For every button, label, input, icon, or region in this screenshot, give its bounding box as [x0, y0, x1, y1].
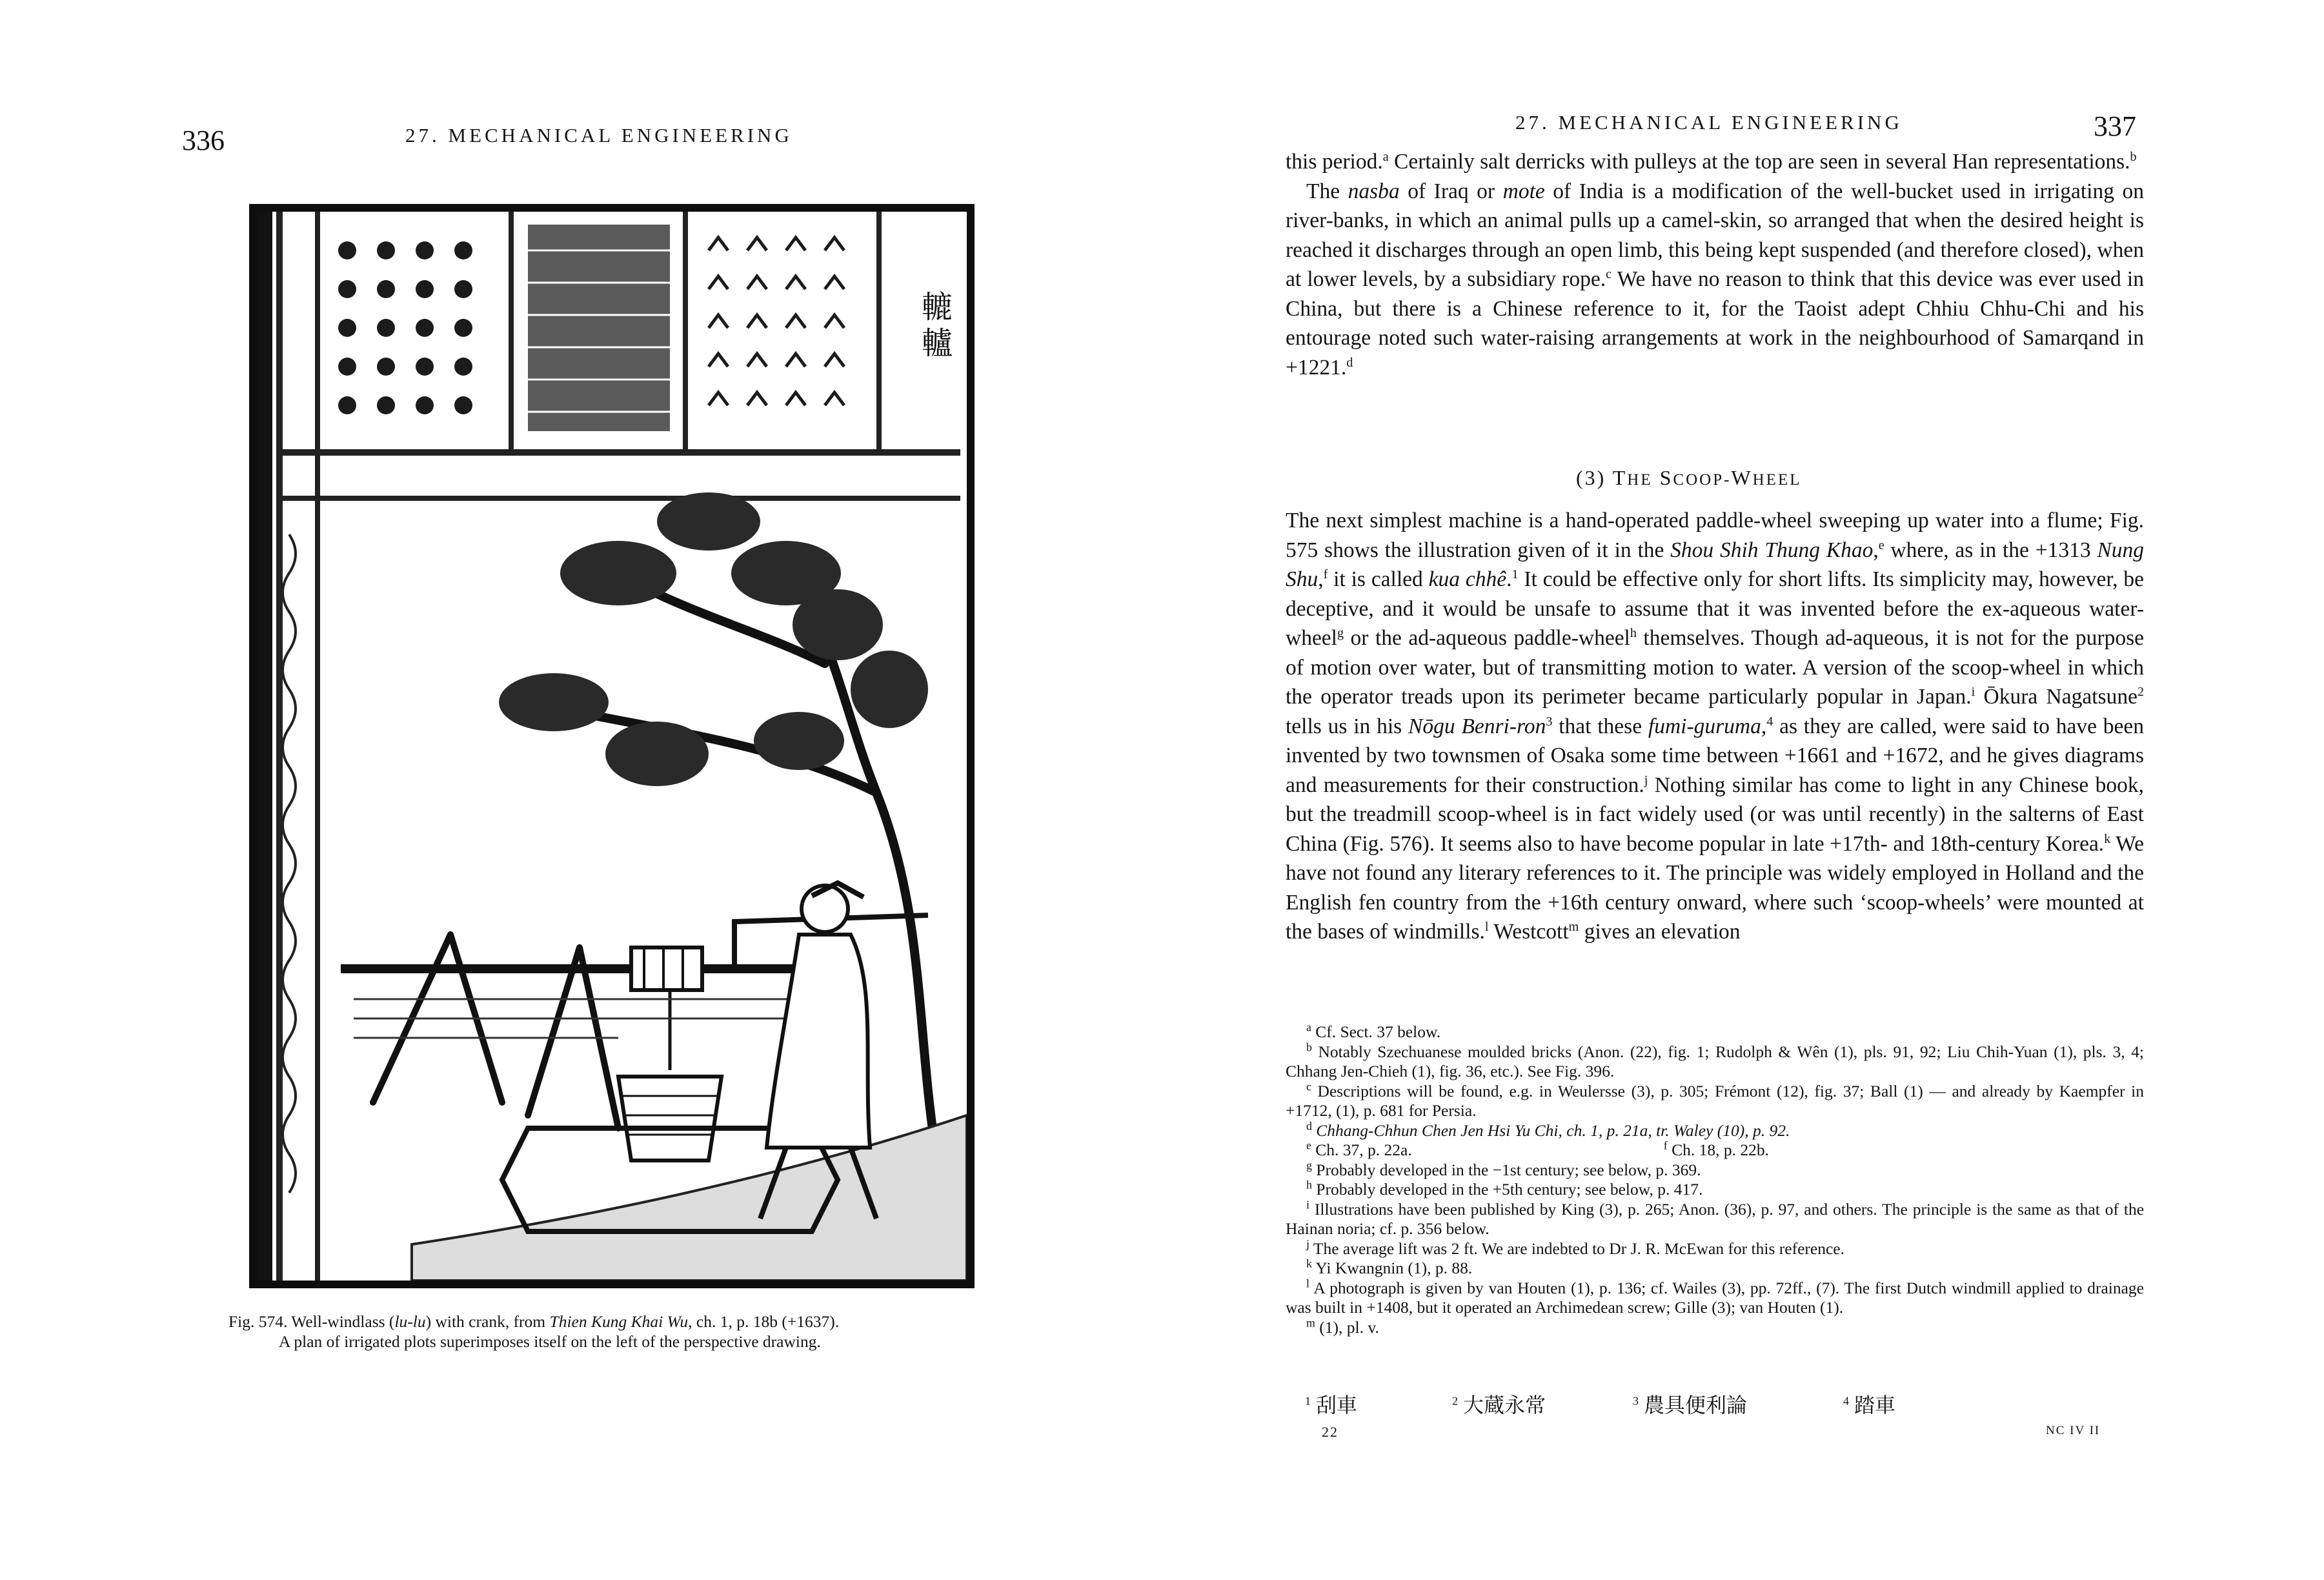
body-text-run: We have no reason to think that this device was ever used in China, but there is a Chinese reference to it, for the Taoist adept Chhiu Chhu-Chi and his entourage noted such water-raising arrangements at work in the neighbourhood of Samarqand in +1221.	[1286, 267, 2144, 380]
woodcut-illustration	[257, 212, 967, 1281]
body-text-run: that these	[1552, 714, 1648, 738]
gloss-ref: 3	[1546, 714, 1553, 729]
footnote-mark: i	[1306, 1198, 1309, 1211]
section-heading	[1576, 466, 1802, 490]
italic-term: Nōgu Benri-ron	[1408, 714, 1546, 738]
body-text-run: The	[1306, 179, 1348, 203]
gloss-ref: 2	[2137, 684, 2144, 699]
caption-source-title: Thien Kung Khai Wu	[549, 1312, 689, 1331]
footnote	[1286, 1279, 2144, 1318]
footnote-mark: a	[1306, 1020, 1311, 1034]
caption-term: lu-lu	[394, 1312, 426, 1331]
footnote-ref: k	[2104, 831, 2111, 846]
italic-term: mote	[1502, 179, 1545, 203]
footnote-text: A photograph is given by van Houten (1), p. 136; cf. Wailes (3), pp. 72ff., (7). The first Dutch windmill applied to drainage was built in +1408, but it operated an Archimedean screw; Gille (3); van Houten (1).	[1286, 1278, 2144, 1317]
body-text-run: It could be effective only for short lifts. Its simplicity may, however, be deceptive, and it would be unsafe to assume that it was invented before the ex-aqueous water-wheel	[1286, 567, 2145, 650]
footnote-text: Chhang-Chhun Chen Jen Hsi Yu Chi, ch. 1, p. 21a, tr. Waley (10), p. 92.	[1316, 1120, 1790, 1140]
footnote-text: Ch. 37, p. 22a.	[1315, 1140, 1412, 1159]
footnote-mark: j	[1306, 1237, 1309, 1250]
gloss-number: 2	[1452, 1394, 1458, 1408]
gloss-number: 1	[1305, 1394, 1311, 1408]
page-number-left: 336	[182, 125, 225, 156]
caption-text: , ch. 1, p. 18b (+1637).	[688, 1312, 840, 1331]
section-number: (3)	[1576, 466, 1606, 489]
body-text-run: of India is a modification of the well-bucket used in irrigating on river-banks, in which an animal pulls up a camel-skin, so arranged that when the desired height is reached it discharges through an open limb, this being kept suspended (and therefore closed), when at lower levels, by a subsidiary rope.	[1286, 179, 2145, 291]
footnote	[1286, 1121, 2144, 1141]
footnote-ref: a	[1382, 149, 1389, 164]
figure-vertical-inscription: 轆轤	[922, 289, 953, 361]
footnote-mark: g	[1306, 1159, 1312, 1171]
italic-term: fumi-guruma	[1648, 714, 1761, 738]
footnote-mark: m	[1306, 1316, 1315, 1329]
body-text-run: gives an elevation	[1579, 920, 1741, 944]
footnote-ref: l	[1484, 919, 1489, 934]
footnote-ref: h	[1630, 625, 1637, 640]
footnote-mark: k	[1306, 1257, 1312, 1270]
running-head-right: 27. MECHANICAL ENGINEERING	[1515, 111, 1903, 134]
section-title-letter: S	[1659, 466, 1673, 489]
body-text-run: representations.	[1994, 150, 2130, 174]
body-text-run: this period.	[1286, 150, 1383, 174]
body-text-run: Certainly salt derricks with pulleys at the top are seen in several Han	[1388, 150, 1988, 174]
footnote	[1286, 1140, 2144, 1160]
footnote	[1286, 1318, 2144, 1338]
cjk-gloss-2	[1452, 1389, 1546, 1419]
footnote-mark: d	[1306, 1119, 1312, 1132]
footnotes	[1286, 1022, 2144, 1337]
footnote-mark: f	[1663, 1139, 1668, 1152]
cjk-gloss-4	[1843, 1389, 1895, 1419]
footnote-text: Cf. Sect. 37 below.	[1315, 1022, 1441, 1041]
caption-text: Fig. 574. Well-windlass (	[228, 1312, 395, 1331]
footnote-text: The average lift was 2 ft. We are indebted to Dr J. R. McEwan for this reference.	[1313, 1239, 1844, 1258]
footnote-text: Ch. 18, p. 22b.	[1672, 1140, 1769, 1159]
running-head-left: 27. MECHANICAL ENGINEERING	[405, 124, 793, 147]
gloss-characters: 刮車	[1316, 1393, 1358, 1417]
footnote-text: Illustrations have been published by King (3), p. 265; Anon. (36), p. 97, and others. The principle is the same as that of the Hainan noria; cf. p. 356 below.	[1286, 1199, 2145, 1238]
page-number-right: 337	[2094, 110, 2136, 142]
gloss-number: 4	[1843, 1394, 1849, 1408]
cjk-gloss-3	[1633, 1389, 1747, 1419]
section-title-smallcaps: HE	[1627, 471, 1653, 489]
signature-mark: 22	[1322, 1424, 1339, 1440]
figure-caption	[228, 1312, 1029, 1352]
footnote-ref: b	[2130, 149, 2137, 164]
gloss-ref: 4	[1766, 714, 1773, 729]
footnote-ref: g	[1337, 625, 1344, 640]
footnote	[1286, 1180, 2144, 1200]
footnote-ref: e	[1878, 538, 1884, 552]
footnote-mark: e	[1306, 1139, 1311, 1152]
figure-574-woodcut	[249, 204, 975, 1288]
body-para-3: The next simplest machine is a hand-operated paddle-wheel sweeping up water into a flume; Fig. 575 shows the illustration given of it in the Shou Shih Thung Khao,$^e$ where, as in the +1313 Nung Shu,$^f$ it is called kua chhê.$^1$ It could be effective only for short lifts. Its simplicity may, however, be deceptive, and it would be unsafe to assume that it was invented before the ex-aqueous water-wheel$^g$ or the ad-aqueous paddle-wheel$^h$ themselves. Though ad-aqueous, it is not for the purpose of motion over water, but of transmitting motion to water. A version of the scoop-wheel in which the operator treads upon its perimeter became particularly popular in Japan.$^i$ Ōkura Nagatsune$^2$ tells us in his Nōgu Benri-ron$^3$ that these fumi-guruma,$^4$ as they are called, were said to have been invented by two townsmen of Osaka some time between +1661 and +1672, and he gives diagrams and measurements for their construction.$^j$ Nothing similar has come to light in any Chinese book, but the treadmill scoop-wheel is in fact widely used (or was until recently) in the salterns of East China (Fig. 576). It seems also to have become popular in late +17th- and 18th-century Korea.$^k$ We have not found any literary references to it. The principle was widely employed in Holland and the English fen country from the +16th century onward, where such ‘scoop-wheels’ were mounted at the bases of windmills.$^l$ Westcott$^m$ gives an elevation	[1286, 509, 2145, 944]
footnote-mark: b	[1306, 1040, 1312, 1053]
body-text-run: Nothing similar has come to light in any Chinese book, but the treadmill scoop-wheel is in fact widely used (or was until recently) in the salterns of East China (Fig. 576). It seems also to have become popular in late +17th- and 18th-century Korea.	[1286, 773, 2144, 856]
body-text-run: The next simplest machine is a hand-operated paddle-wheel sweeping up water into a flume; Fig. 575 shows the illustration given of it in the	[1286, 509, 2144, 562]
footnote-ref: f	[1323, 567, 1328, 582]
footnote-ref: c	[1606, 267, 1612, 281]
caption-line-2: A plan of irrigated plots superimposes itself on the left of the perspective drawing.	[279, 1332, 821, 1351]
printer-mark: NC IV II	[2046, 1424, 2101, 1437]
gloss-number: 3	[1633, 1394, 1639, 1408]
footnote	[1286, 1160, 2144, 1180]
caption-text: ) with crank, from	[425, 1312, 550, 1331]
italic-term: nasba	[1348, 179, 1400, 203]
footnote-ref: d	[1346, 355, 1353, 370]
cjk-gloss-1	[1305, 1389, 1357, 1419]
body-text-run: Westcott	[1488, 920, 1569, 944]
body-text-run: of Iraq or	[1399, 179, 1503, 203]
body-text-run: tells us in his	[1286, 714, 1409, 738]
body-text-run: Ōkura Nagatsune	[1975, 685, 2137, 709]
section-title-smallcaps: HEEL	[1752, 471, 1802, 489]
gloss-ref: 1	[1511, 567, 1519, 582]
body-text-run: or the ad-aqueous paddle-wheel	[1344, 626, 1630, 650]
footnote-text: Yi Kwangnin (1), p. 88.	[1315, 1259, 1473, 1277]
body-text-run: where, as in the +1313	[1884, 538, 2097, 562]
body-text-run: as they are called, were said to have been invented by two townsmen of Osaka some time between +1661 and +1672, and he gives diagrams and measurements for their construction.	[1286, 714, 2144, 797]
footnote-mark: l	[1306, 1277, 1309, 1290]
footnote-mark: h	[1306, 1178, 1312, 1191]
body-text-run: themselves. Though ad-aqueous, it is not for the purpose of motion over water, but of transmitting motion to water. A version of the scoop-wheel in which the operator treads upon its perimeter became particularly popular in Japan.	[1286, 626, 2144, 709]
footnote	[1286, 1259, 2144, 1279]
footnote-ref: j	[1644, 773, 1648, 787]
section-title-letter: W	[1731, 466, 1753, 489]
footnote-text: Probably developed in the −1st century; see below, p. 369.	[1316, 1160, 1701, 1179]
footnote-text: Probably developed in the +5th century; see below, p. 417.	[1316, 1180, 1703, 1199]
footnote	[1286, 1239, 2144, 1259]
body-para-1	[1286, 147, 2144, 382]
gloss-characters: 大蔵永常	[1463, 1393, 1546, 1417]
gloss-characters: 踏車	[1854, 1393, 1896, 1417]
footnote	[1286, 1200, 2144, 1239]
footnote-text: Notably Szechuanese moulded bricks (Anon. (22), fig. 1; Rudolph & Wên (1), pls. 91, 92; Liu Chih-Yuan (1), pls. 3, 4; Chhang Jen-Chieh (1), fig. 36, etc.). See Fig. 396.	[1286, 1042, 2145, 1080]
footnote-ref: i	[1971, 684, 1975, 699]
footnote-mark: c	[1306, 1080, 1311, 1093]
section-title-smallcaps: COOP-	[1673, 471, 1732, 489]
footnote	[1286, 1022, 2144, 1042]
body-text-run: We have not found any literary references to it. The principle was widely employed in Holland and the English fen country from the +16th century onward, where such ‘scoop-wheels’ were mounted at the bases of windmills.	[1286, 831, 2144, 944]
gloss-characters: 農具便利論	[1644, 1393, 1748, 1417]
italic-term: kua chhê	[1428, 567, 1507, 591]
footnote-text: (1), pl. v.	[1319, 1317, 1379, 1337]
footnote-ref: m	[1568, 919, 1579, 934]
footnote	[1286, 1042, 2144, 1082]
body-text-run: it is called	[1328, 567, 1429, 591]
footnote	[1286, 1082, 2144, 1121]
italic-term: Nung Shu	[1286, 538, 2144, 591]
section-title-letter: T	[1612, 466, 1628, 489]
footnote-text: Descriptions will be found, e.g. in Weulersse (3), p. 305; Frémont (12), fig. 37; Ball (1) — and already by Kaempfer in +1712, (1), p. 681 for Persia.	[1286, 1081, 2144, 1120]
italic-term: Shou Shih Thung Khao	[1670, 538, 1874, 562]
